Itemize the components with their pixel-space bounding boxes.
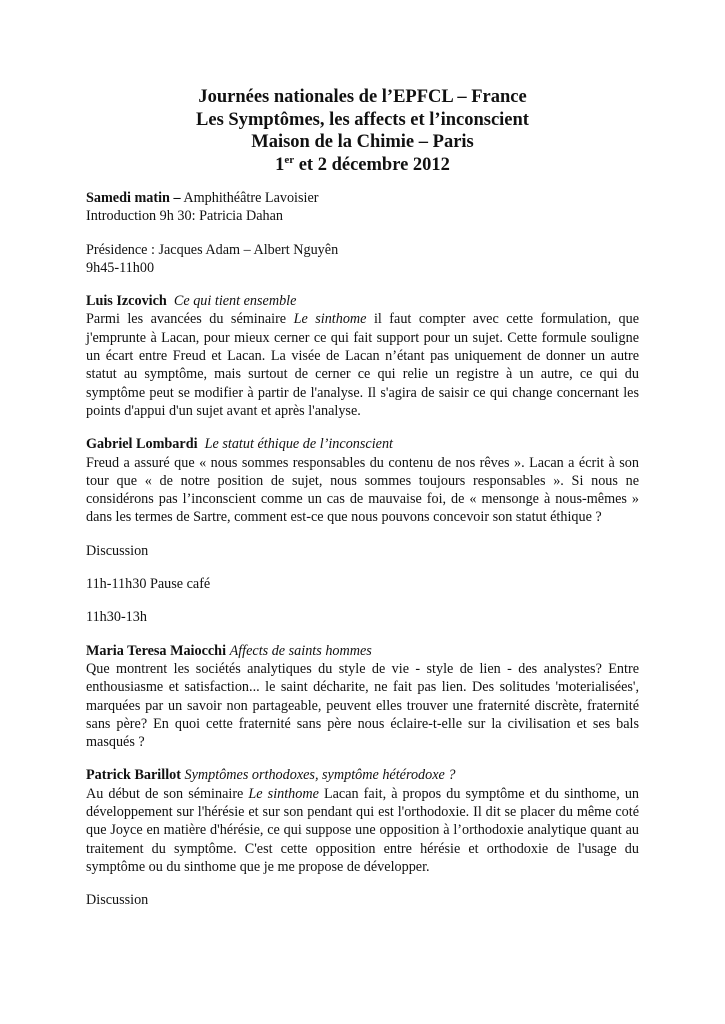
talk-title: Le statut éthique de l’inconscient [204, 436, 393, 453]
talk-abstract-3: Que montrent les sociétés analytiques du style de vie - style de lien - des analystes? Entre enthousiasme et satisfaction... le saint décharite, ne fait pas lien. Des solitudes 'moterialisées', marquées par un savoir non partageable, peuvent elles trouver une fraternité discrète, fraternité sans père? En quoi cette fraternité sans père nous éclaire-t-elle sur la civilisation et ses bals masqués ? [86, 660, 639, 751]
talk-heading-1 [86, 292, 639, 310]
speaker-name: Maria Teresa Maiocchi [86, 642, 227, 659]
speaker-name: Luis Izcovich [86, 293, 167, 310]
abstract-italic: Le sinthome [293, 311, 367, 328]
date-day: 1 [275, 154, 285, 175]
talk-title: Affects de saints hommes [229, 642, 372, 659]
presidence: Présidence : Jacques Adam – Albert Nguyên [86, 241, 339, 258]
document-page [86, 86, 639, 910]
title-date [86, 154, 639, 177]
abstract-text: il faut compter avec cette formulation, que j'emprunte à Lacan, pour mieux cerner ce qui fait support pour un sujet. Cette formule souligne un écart entre Freud et Lacan. La visée de Lacan n’étant pas uniquement de donner un autre statut au symptôme, mais surtout de cerner ce qui relie un registre à un autre, ce qui du symptôme peut se modifier à partir de l'analyse. Il s'agira de saisir ce qui change concernant les points d'appui d'un sujet avant et après l'analyse. [86, 311, 639, 419]
talk-abstract-4 [86, 785, 639, 876]
talk-heading-4 [86, 766, 639, 784]
session-heading [86, 189, 639, 207]
talk-title: Ce qui tient ensemble [173, 293, 297, 310]
speaker-name: Gabriel Lombardi [86, 436, 198, 453]
talk-heading-3 [86, 642, 639, 660]
title-line-1: Journées nationales de l’EPFCL – France [198, 87, 527, 107]
talk-heading-2 [86, 435, 639, 453]
discussion-2: Discussion [86, 892, 149, 909]
title-block [86, 86, 639, 176]
talk-abstract-2: Freud a assuré que « nous sommes responsables du contenu de nos rêves ». Lacan a écrit à son tour que « de notre position de sujet, nous sommes toujours responsables ». Si nous ne considérons pas l’inconscient comme un cas de mauvaise foi, de « mensonge à nous-mêmes » dans les termes de Sartre, comment est-ce que nous pouvons concevoir son statut éthique ? [86, 454, 639, 526]
talk-title: Symptômes orthodoxes, symptôme hétérodoxe ? [184, 767, 456, 784]
time-slot-1: 9h45-11h00 [86, 259, 155, 276]
speaker-name: Patrick Barillot [86, 767, 181, 784]
session-venue: Amphithéâtre Lavoisier [180, 190, 319, 206]
date-superscript: er [284, 153, 295, 166]
pause-cafe: 11h-11h30 Pause café [86, 576, 211, 593]
abstract-italic: Le sinthome [248, 785, 319, 802]
abstract-text: Parmi les avancées du séminaire [86, 311, 294, 328]
discussion-1: Discussion [86, 542, 149, 559]
title-line-3: Maison de la Chimie – Paris [251, 132, 474, 152]
abstract-text: Au début de son séminaire [86, 785, 249, 802]
title-line-2: Les Symptômes, les affects et l’inconscient [196, 109, 529, 130]
session-label: Samedi matin – [86, 190, 181, 206]
time-slot-2: 11h30-13h [86, 609, 147, 626]
date-rest: et 2 décembre 2012 [294, 154, 450, 175]
introduction: Introduction 9h 30: Patricia Dahan [86, 208, 283, 225]
talk-abstract-1 [86, 310, 639, 420]
abstract-text: Lacan fait, à propos du symptôme et du sinthome, un développement sur l'hérésie et sur son pendant qui est l'orthodoxie. Il dit se placer du même coté que Joyce en matière d'hérésie, ce qui suppose une opposition à l’orthodoxie analytique quant au traitement du symptôme. C'est cette opposition entre hérésie et orthodoxie de l'usage du symptôme ou du sinthome que je me propose de développer. [86, 785, 640, 875]
